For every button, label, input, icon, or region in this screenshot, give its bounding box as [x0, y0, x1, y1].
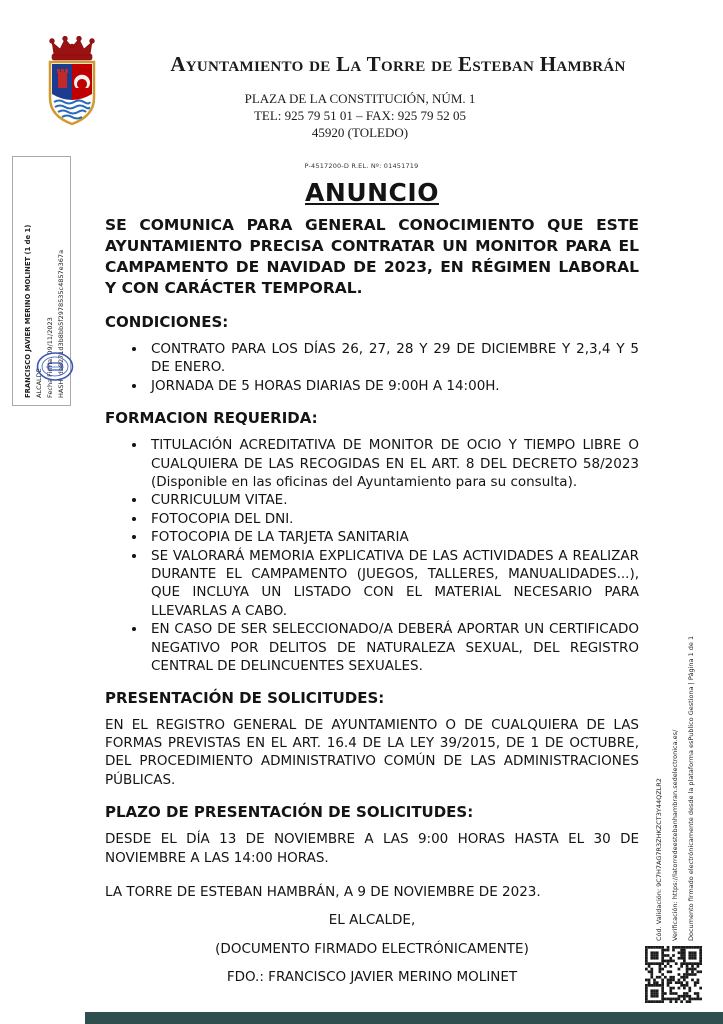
list-item: • TITULACIÓN ACREDITATIVA DE MONITOR DE OCIO Y TIEMPO LIBRE O CUALQUIERA DE LAS RECOGIDAS EN EL ART. 8 DEL DECRETO 58/2023 (Disponible en las oficinas del Ayuntamiento para su consulta).: [147, 436, 639, 491]
condiciones-list: [105, 340, 639, 395]
presentacion-paragraph: EN EL REGISTRO GENERAL DE AYUNTAMIENTO O DE CUALQUIERA DE LAS FORMAS PREVISTAS EN EL ART. 16.4 DE LA LEY 39/2015, DE 1 DE OCTUBRE, DEL PROCEDIMIENTO ADMINISTRATIVO COMÚN DE LAS ADMINISTRACIONES PÚBLICAS.: [105, 716, 639, 788]
heading-plazo: PLAZO DE PRESENTACIÓN DE SOLICITUDES:: [105, 803, 474, 822]
org-address: [60, 90, 660, 141]
list-item: • CONTRATO PARA LOS DÍAS 26, 27, 28 Y 29 DE DICIEMBRE Y 2,3,4 Y 5 DE ENERO.: [147, 340, 639, 377]
plazo-paragraph: DESDE EL DÍA 13 DE NOVIEMBRE A LAS 9:00 HORAS HASTA EL 30 DE NOVIEMBRE A LAS 14:00 HORAS.: [105, 831, 639, 866]
sign-date-line: Fecha Firma: 09/11/2023: [46, 317, 54, 398]
address-line-2: TEL: 925 79 51 01 – FAX: 925 79 52 05: [253, 108, 467, 123]
list-item: • FOTOCOPIA DE LA TARJETA SANITARIA: [147, 528, 639, 546]
bottom-accent-bar: [85, 1012, 723, 1024]
address-line-3: 45920 (TOLEDO): [311, 125, 409, 140]
list-item: • SE VALORARÁ MEMORIA EXPLICATIVA DE LAS ACTIVIDADES A REALIZAR DURANTE EL CAMPAMENTO (JUEGOS, TALLERES, MANUALIDADES...), QUE INCLUYA UN LISTADO CON EL MATERIAL NECESARIO PARA LLEVARLAS A CABO.: [147, 547, 639, 621]
signer-name-line: FRANCISCO JAVIER MERINO MOLINET (1 de 1): [24, 224, 32, 398]
list-item: • EN CASO DE SER SELECCIONADO/A DEBERÁ APORTAR UN CERTIFICADO NEGATIVO POR DELITOS DE NATURALEZA SEXUAL, DEL REGISTRO CENTRAL DE DELINCUENTES SEXUALES.: [147, 620, 639, 675]
verification-url-line: Verificación: https://latorredeestebanhambran.sedelectronica.es/: [671, 729, 679, 941]
list-item: • FOTOCOPIA DEL DNI.: [147, 510, 639, 528]
validation-code-line: Cód. Validación: 9C7H7AG7R3ZHKZCT3Y44QZLR2: [655, 778, 663, 941]
intro-paragraph: SE COMUNICA PARA GENERAL CONOCIMIENTO QUE ESTE AYUNTAMIENTO PRECISA CONTRATAR UN MONITOR PARA EL CAMPAMENTO DE NAVIDAD DE 2023, EN RÉGIMEN LABORAL Y CON CARÁCTER TEMPORAL.: [105, 216, 639, 297]
formacion-list: [105, 436, 639, 675]
signature-role-line: EL ALCALDE,: [328, 912, 416, 929]
list-item: • CURRICULUM VITAE.: [147, 491, 639, 509]
heading-formacion: FORMACION REQUERIDA:: [105, 409, 318, 428]
place-date-line: LA TORRE DE ESTEBAN HAMBRÁN, A 9 DE NOVIEMBRE DE 2023.: [105, 883, 541, 900]
document-title: ANUNCIO: [305, 178, 439, 207]
org-title: Ayuntamiento de La Torre de Esteban Hambrán: [170, 52, 626, 76]
list-item: • JORNADA DE 5 HORAS DIARIAS DE 9:00H A 14:00H.: [147, 377, 639, 395]
hash-line: HASH: db8271d3b8bb5f2978535c4857e367a: [57, 249, 65, 398]
official-stamp-icon: [36, 351, 74, 382]
signature-note-line: (DOCUMENTO FIRMADO ELECTRÓNICAMENTE): [215, 940, 529, 957]
registry-line: P-4517200-D R.EL. Nº: 01451719: [304, 162, 419, 170]
heading-presentacion: PRESENTACIÓN DE SOLICITUDES:: [105, 688, 385, 707]
document-body: [105, 178, 639, 987]
heading-condiciones: CONDICIONES:: [105, 313, 229, 331]
verification-margin-text: [651, 583, 699, 941]
address-line-1: PLAZA DE LA CONSTITUCIÓN, NÚM. 1: [244, 91, 476, 106]
qr-code-icon: [645, 946, 702, 1003]
platform-note-line: Documento firmado electrónicamente desde la plataforma esPublico Gestiona | Página 1 de 1: [687, 635, 695, 941]
signer-role-line: ALCALDE: [35, 368, 43, 398]
signature-name-line: FDO.: FRANCISCO JAVIER MERINO MOLINET: [226, 969, 518, 986]
